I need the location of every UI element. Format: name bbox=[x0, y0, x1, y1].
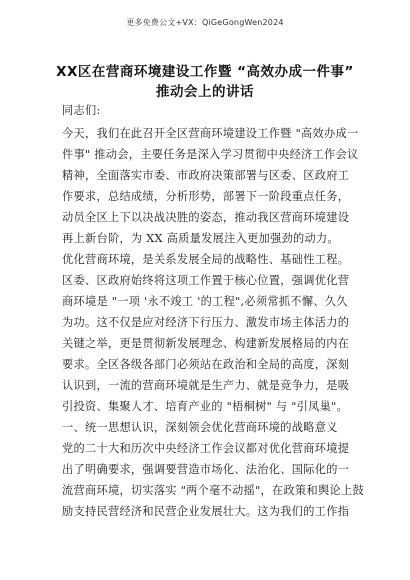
paragraph-line: 关键之举，更是贯彻新发展理念、构建新发展格局的内在 bbox=[62, 337, 350, 350]
paragraph-line: 再上新台阶，为 XX 高质量发展注入更加强劲的动力。 bbox=[62, 232, 339, 245]
document-title-line-2: 推动会上的讲话 bbox=[156, 84, 254, 100]
salutation: 同志们: bbox=[62, 104, 101, 117]
section-heading: 一、统一思想认识，深刻领会优化营商环境的战略意义 bbox=[62, 421, 338, 434]
paragraph-line: 流营商环境，切实落实 "两个毫不动摇"，在政策和舆论上鼓 bbox=[62, 484, 364, 497]
paragraph-line: 要求。全区各级各部门必须站在政治和全局的高度，深刻 bbox=[62, 358, 350, 371]
paragraph-line: 引投资、集聚人才、培育产业的 "梧桐树" 与 "引凤巢"。 bbox=[62, 400, 349, 413]
document-title-line-1: XX区在营商环境建设工作暨 “高效办成一件事” bbox=[56, 64, 354, 80]
paragraph-line: 区委、区政府始终将这项工作置于核心位置，强调优化营 bbox=[62, 274, 350, 287]
paragraph-line: 认识到，一流的营商环境就是生产力、就是竞争力，是吸 bbox=[62, 379, 350, 392]
paragraph-line: 优化营商环境，是关系发展全局的战略性、基础性工程。 bbox=[62, 253, 350, 266]
paragraph-line: 党的二十大和历次中央经济工作会议都对优化营商环境提 bbox=[62, 442, 350, 455]
paragraph-line: 精神，全面落实市委、市政府决策部署与区委、区政府工 bbox=[62, 169, 350, 182]
paragraph-line: 今天，我们在此召开全区营商环境建设工作暨 "高效办成一 bbox=[62, 127, 359, 140]
paragraph-line: 作要求，总结成绩，分析形势，部署下一阶段重点任务， bbox=[62, 190, 350, 203]
paragraph-line: 出了明确要求，强调要营造市场化、法治化、国际化的一 bbox=[62, 463, 350, 476]
paragraph-line: 励支持民营经济和民营企业发展壮大。这为我们的工作指 bbox=[62, 505, 350, 518]
paragraph-line: 动员全区上下以决战决胜的姿态，推动我区营商环境建设 bbox=[62, 211, 350, 224]
paragraph-line: 件事" 推动会，主要任务是深入学习贯彻中央经济工作会议 bbox=[62, 148, 359, 161]
header-note: 更多免费公文+VX：QiGeGongWen2024 bbox=[126, 18, 284, 27]
paragraph-line: 商环境是 "一项 '永不竣工 '的工程",必须常抓不懈、久久 bbox=[62, 295, 348, 308]
paragraph-line: 为功。这不仅是应对经济下行压力、激发市场主体活力的 bbox=[62, 316, 350, 329]
